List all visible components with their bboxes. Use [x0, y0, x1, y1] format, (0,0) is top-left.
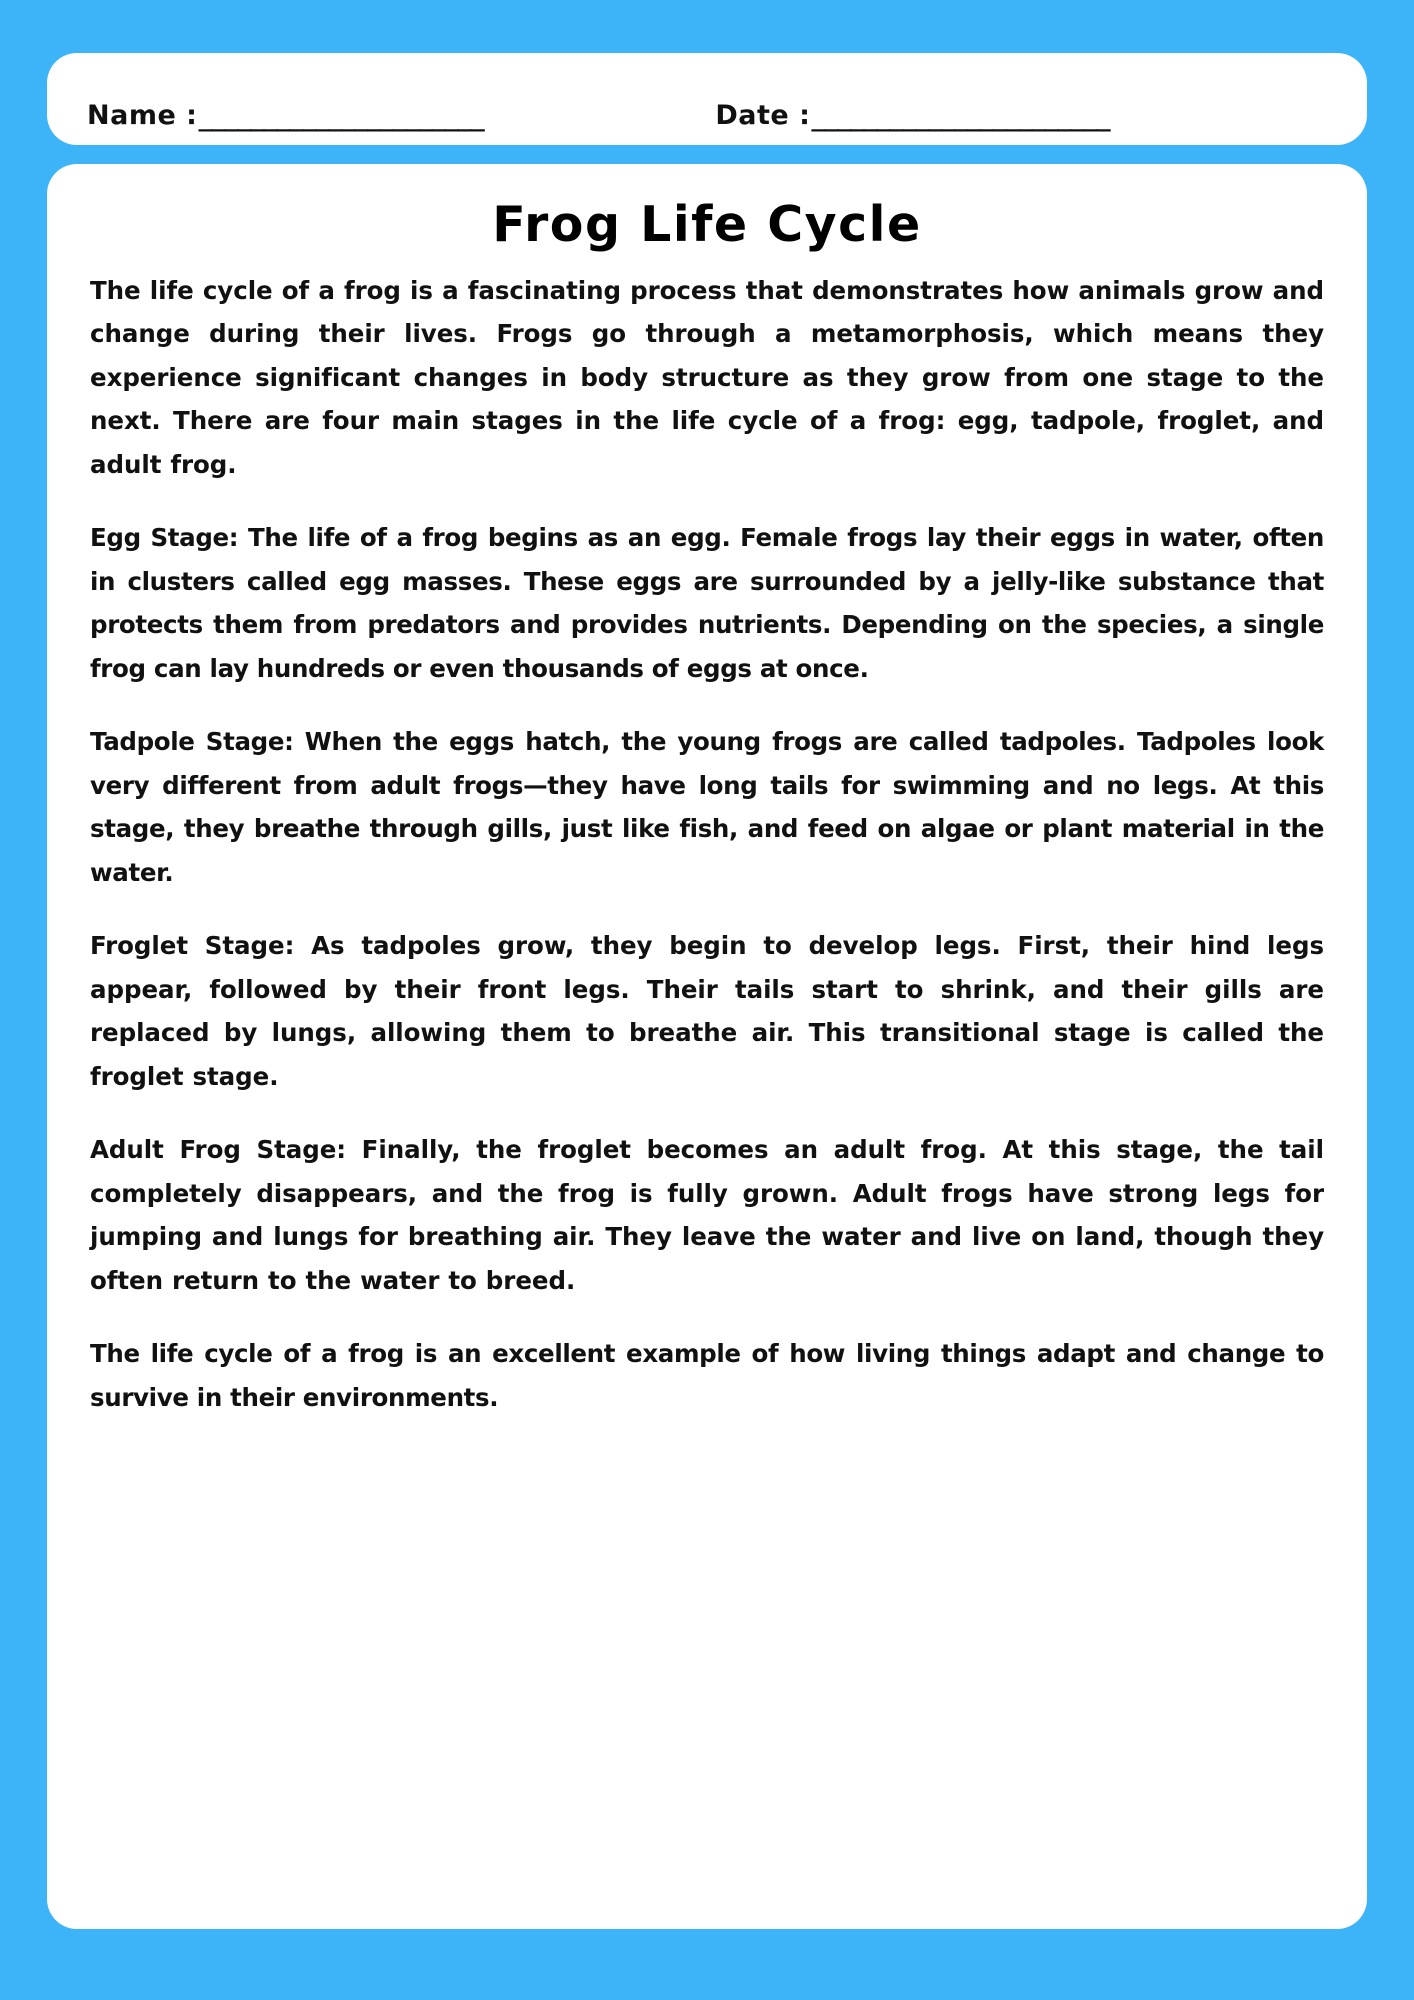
- name-label: Name :: [87, 100, 198, 131]
- paragraph-conclusion: The life cycle of a frog is an excellent example of how living things adapt and change to survive in their environments.: [90, 1339, 1324, 1412]
- name-input-rule[interactable]: ______________________: [198, 104, 484, 132]
- date-input-rule[interactable]: _______________________: [811, 104, 1110, 132]
- paragraph-egg-stage: Egg Stage: The life of a frog begins as an egg. Female frogs lay their eggs in water, often in clusters called egg masses. These eggs are surrounded by a jelly-like substance that protects them from predators and provides nutrients. Depending on the species, a single frog can lay hundreds or even thousands of eggs at once.: [90, 523, 1324, 683]
- paragraph-tadpole-stage: Tadpole Stage: When the eggs hatch, the young frogs are called tadpoles. Tadpoles look very different from adult frogs—they have long tails for swimming and no legs. At this stage, they breathe through gills, just like fish, and feed on algae or plant material in the water.: [90, 727, 1324, 887]
- student-info-card: [47, 53, 1367, 145]
- paragraph-froglet-stage: Froglet Stage: As tadpoles grow, they begin to develop legs. First, their hind legs appear, followed by their front legs. Their tails start to shrink, and their gills are replaced by lungs, allowing them to breathe air. This transitional stage is called the froglet stage.: [90, 931, 1324, 1091]
- paragraph-intro: The life cycle of a frog is a fascinating process that demonstrates how animals grow and change during their lives. Frogs go through a metamorphosis, which means they experience significant changes in body structure as they grow from one stage to the next. There are four main stages in the life cycle of a frog: egg, tadpole, froglet, and adult frog.: [90, 275, 1324, 479]
- date-field[interactable]: [715, 100, 1109, 131]
- paragraph-adult-frog-stage: Adult Frog Stage: Finally, the froglet becomes an adult frog. At this stage, the tail completely disappears, and the frog is fully grown. Adult frogs have strong legs for jumping and lungs for breathing air. They leave the water and live on land, though they often return to the water to breed.: [90, 1135, 1324, 1295]
- worksheet-body: [72, 269, 1342, 1420]
- worksheet-content-card: [47, 164, 1367, 1929]
- date-label: Date :: [715, 100, 811, 131]
- page-title: Frog Life Cycle: [492, 196, 922, 253]
- name-field[interactable]: [87, 100, 483, 131]
